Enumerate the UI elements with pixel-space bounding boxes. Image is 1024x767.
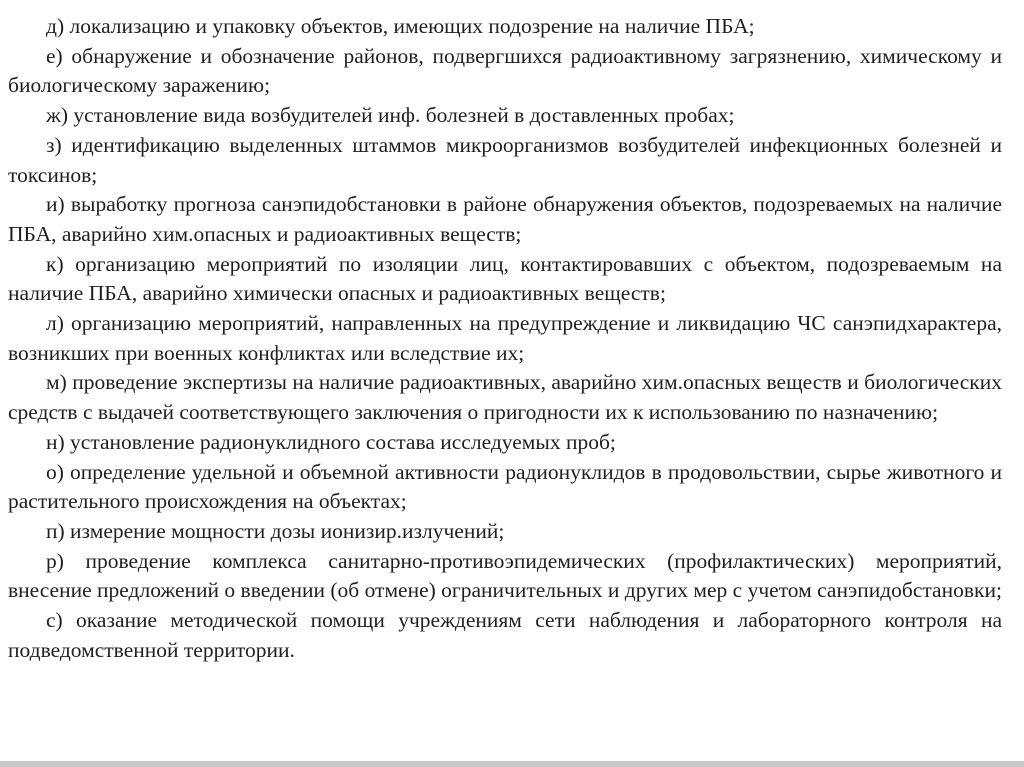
list-item-o: о) определение удельной и объемной активности радионуклидов в продовольствии, сырье животного и растительного происхождения на объектах; <box>8 459 1002 514</box>
list-item-r: р) проведение комплекса санитарно-противоэпидемических (профилактических) мероприятий, внесение предложений о введении (об отмене) ограничительных и других мер с учетом санэпидобстановки; <box>8 548 1002 603</box>
list-item-s: с) оказание методической помощи учреждениям сети наблюдения и лабораторного контроля на подведомственной территории. <box>8 608 1002 662</box>
list-item-n: н) установление радионуклидного состава исследуемых проб; <box>46 429 616 454</box>
list-item-k: к) организацию мероприятий по изоляции лиц, контактировавших с объектом, подозреваемым на наличие ПБА, аварийно химически опасных и радиоактивных веществ; <box>8 251 1002 306</box>
list-item-m: м) проведение экспертизы на наличие радиоактивных, аварийно хим.опасных веществ и биологических средств с выдачей соответствующего заключения о пригодности их к использованию по назначению; <box>8 370 1002 425</box>
list-item-z: з) идентификацию выделенных штаммов микроорганизмов возбудителей инфекционных болезней и токсинов; <box>8 132 1002 187</box>
document-text <box>8 12 1002 665</box>
list-item-l: л) организацию мероприятий, направленных на предупреждение и ликвидацию ЧС санэпидхарактера, возникших при военных конфликтах или вследствие их; <box>8 311 1002 365</box>
list-item-p: п) измерение мощности дозы ионизир.излучений; <box>46 518 505 543</box>
list-item-i: и) выработку прогноза санэпидобстановки в районе обнаружения объектов, подозреваемых на наличие ПБА, аварийно хим.опасных и радиоактивных веществ; <box>8 192 1002 246</box>
list-item-zh: ж) установление вида возбудителей инф. болезней в доставленных пробах; <box>46 103 735 128</box>
bottom-border <box>0 761 1024 767</box>
list-item-e: е) обнаружение и обозначение районов, подвергшихся радиоактивному загрязнению, химическому и биологическому заражению; <box>8 43 1002 98</box>
list-item-d: д) локализацию и упаковку объектов, имеющих подозрение на наличие ПБА; <box>46 14 755 38</box>
